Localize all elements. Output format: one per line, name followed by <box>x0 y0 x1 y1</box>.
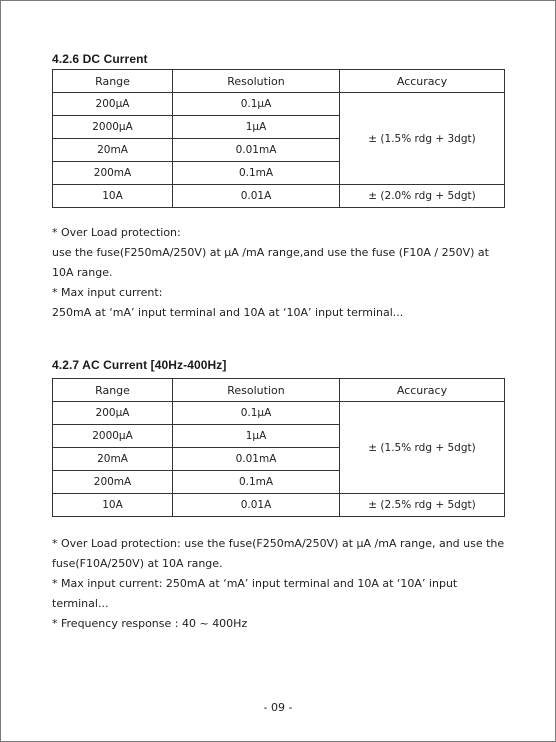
table-header-row <box>53 379 505 402</box>
table-row <box>53 93 505 116</box>
resolution-cell: 0.01A <box>173 185 340 208</box>
ac-current-heading: 4.2.7 AC Current [40Hz-400Hz] <box>52 358 227 372</box>
ac-current-table <box>52 378 505 517</box>
resolution-header: Resolution <box>173 70 340 93</box>
range-header: Range <box>53 70 173 93</box>
range-cell: 200mA <box>53 162 173 185</box>
note-line: * Over Load protection: <box>52 226 181 239</box>
table-row <box>53 494 505 517</box>
note-line: * Max input current: <box>52 286 163 299</box>
range-cell: 200µA <box>53 93 173 116</box>
accuracy-cell: ± (2.5% rdg + 5dgt) <box>340 494 505 517</box>
dc-current-notes <box>52 223 508 323</box>
accuracy-cell: ± (1.5% rdg + 3dgt) <box>340 93 505 185</box>
note-line: * Over Load protection: use the fuse(F250mA/250V) at µA /mA range, and use the fuse(F10A/250V) at 10A range. <box>52 537 505 570</box>
range-cell: 200mA <box>53 471 173 494</box>
resolution-cell: 1µA <box>173 425 340 448</box>
accuracy-cell: ± (1.5% rdg + 5dgt) <box>340 402 505 494</box>
resolution-cell: 0.01mA <box>173 139 340 162</box>
resolution-cell: 0.1µA <box>173 93 340 116</box>
resolution-cell: 0.01mA <box>173 448 340 471</box>
accuracy-cell: ± (2.0% rdg + 5dgt) <box>340 185 505 208</box>
dc-current-heading: 4.2.6 DC Current <box>52 52 148 66</box>
table-header-row <box>53 70 505 93</box>
note-line: * Max input current: 250mA at ‘mA’ input terminal and 10A at ‘10A’ input terminal... <box>52 577 458 610</box>
note-line: 250mA at ‘mA’ input terminal and 10A at ‘10A’ input terminal... <box>52 306 404 319</box>
range-cell: 2000µA <box>53 116 173 139</box>
ac-current-notes <box>52 534 508 634</box>
resolution-cell: 1µA <box>173 116 340 139</box>
accuracy-header: Accuracy <box>340 70 505 93</box>
resolution-header: Resolution <box>173 379 340 402</box>
note-line: use the fuse(F250mA/250V) at µA /mA range,and use the fuse (F10A / 250V) at 10A range. <box>52 246 489 279</box>
page-number: - 09 - <box>263 701 293 714</box>
range-cell: 2000µA <box>53 425 173 448</box>
accuracy-header: Accuracy <box>340 379 505 402</box>
range-cell: 200µA <box>53 402 173 425</box>
dc-current-table <box>52 69 505 208</box>
resolution-cell: 0.1mA <box>173 162 340 185</box>
resolution-cell: 0.1µA <box>173 402 340 425</box>
note-line: * Frequency response : 40 ~ 400Hz <box>52 617 248 630</box>
range-cell: 20mA <box>53 139 173 162</box>
range-cell: 10A <box>53 185 173 208</box>
range-cell: 10A <box>53 494 173 517</box>
range-cell: 20mA <box>53 448 173 471</box>
resolution-cell: 0.1mA <box>173 471 340 494</box>
table-row <box>53 402 505 425</box>
table-row <box>53 185 505 208</box>
resolution-cell: 0.01A <box>173 494 340 517</box>
range-header: Range <box>53 379 173 402</box>
